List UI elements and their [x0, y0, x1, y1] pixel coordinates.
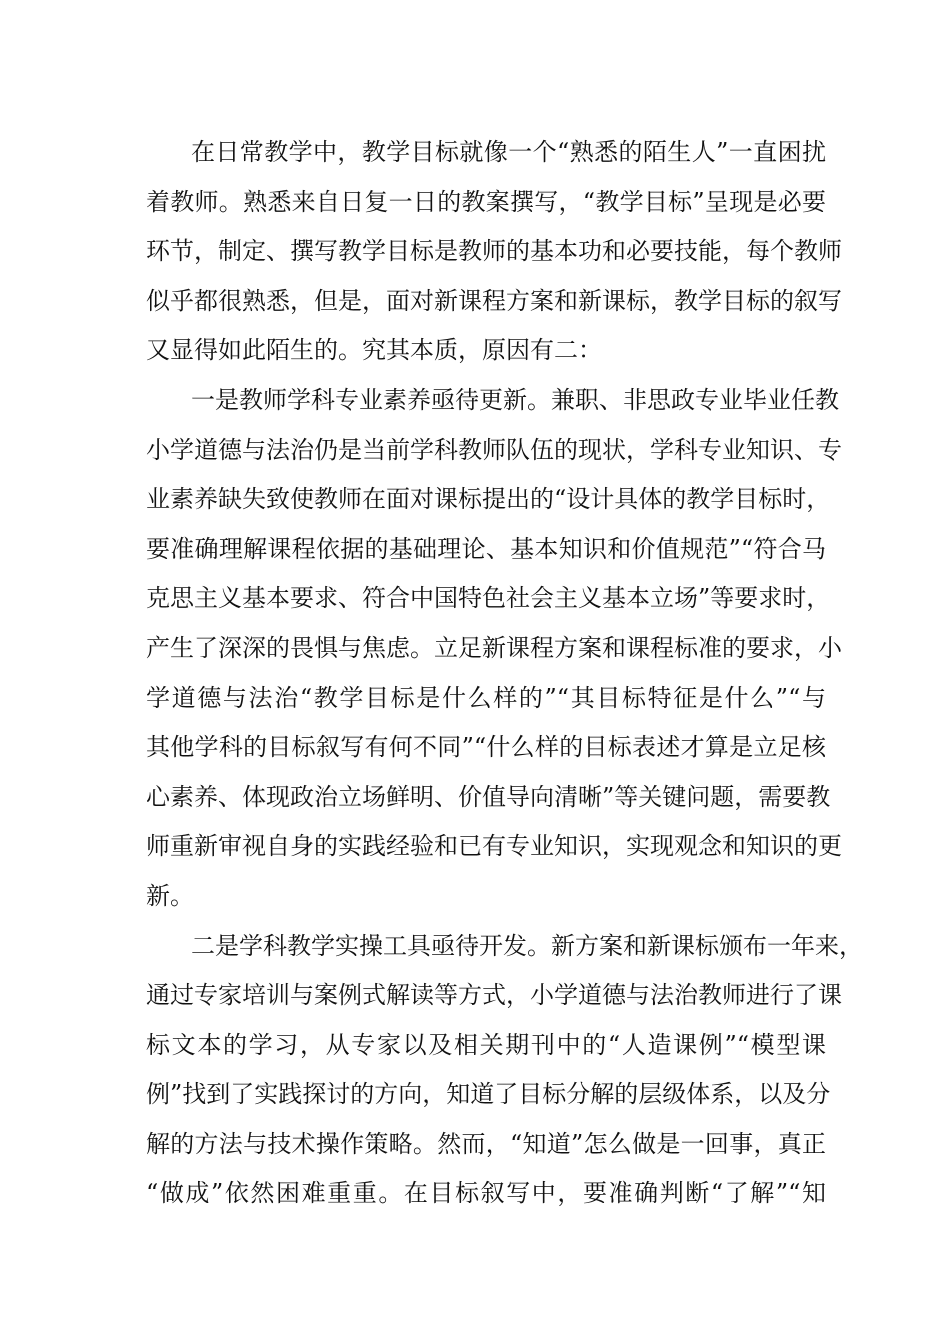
- text-line: “做成”依然困难重重。在目标叙写中，要准确判断“了解”“知: [146, 1179, 826, 1208]
- paragraph-2: [146, 376, 842, 922]
- text-line: 通过专家培训与案例式解读等方式，小学道德与法治教师进行了课: [146, 981, 842, 1010]
- text-line: 标文本的学习，从专家以及相关期刊中的“人造课例”“模型课: [146, 1030, 826, 1059]
- paragraph-3: [146, 922, 863, 1220]
- text-line: 业素养缺失致使教师在面对课标提出的“设计具体的教学目标时，: [146, 485, 831, 514]
- body-text: [146, 128, 863, 1219]
- text-line: 着教师。熟悉来自日复一日的教案撰写，“教学目标”呈现是必要: [146, 187, 826, 216]
- text-line: 小学道德与法治仍是当前学科教师队伍的现状，学科专业知识、专: [146, 435, 842, 464]
- text-line: 又显得如此陌生的。究其本质，原因有二：: [146, 336, 602, 365]
- text-line: 产生了深深的畏惧与焦虑。立足新课程方案和课程标准的要求，小: [146, 633, 842, 662]
- text-line: 似乎都很熟悉，但是，面对新课程方案和新课标，教学目标的叙写: [146, 286, 842, 315]
- text-line: 解的方法与技术操作策略。然而，“知道”怎么做是一回事，真正: [146, 1129, 826, 1158]
- text-line: 在日常教学中，教学目标就像一个“熟悉的陌生人”一直困扰: [191, 138, 826, 166]
- text-line: 师重新审视自身的实践经验和已有专业知识，实现观念和知识的更: [146, 832, 842, 861]
- text-line: 心素养、体现政治立场鲜明、价值导向清晰”等关键问题，需要教: [146, 782, 831, 811]
- text-line: 学道德与法治“教学目标是什么样的”“其目标特征是什么”“与: [146, 683, 826, 712]
- text-line: 克思主义基本要求、符合中国特色社会主义基本立场”等要求时，: [146, 584, 831, 613]
- text-line: 环节，制定、撰写教学目标是教师的基本功和必要技能，每个教师: [146, 237, 842, 266]
- text-line: 二是学科教学实操工具亟待开发。新方案和新课标颁布一年来，: [191, 931, 863, 960]
- text-line: 要准确理解课程依据的基础理论、基本知识和价值规范”“符合马: [146, 534, 826, 563]
- text-line: 一是教师学科专业素养亟待更新。兼职、非思政专业毕业任教: [191, 385, 839, 414]
- text-line: 新。: [146, 881, 194, 910]
- text-line: 其他学科的目标叙写有何不同”“什么样的目标表述才算是立足核: [146, 733, 826, 762]
- text-line: 例”找到了实践探讨的方向，知道了目标分解的层级体系，以及分: [146, 1080, 831, 1109]
- paragraph-1: [146, 128, 842, 376]
